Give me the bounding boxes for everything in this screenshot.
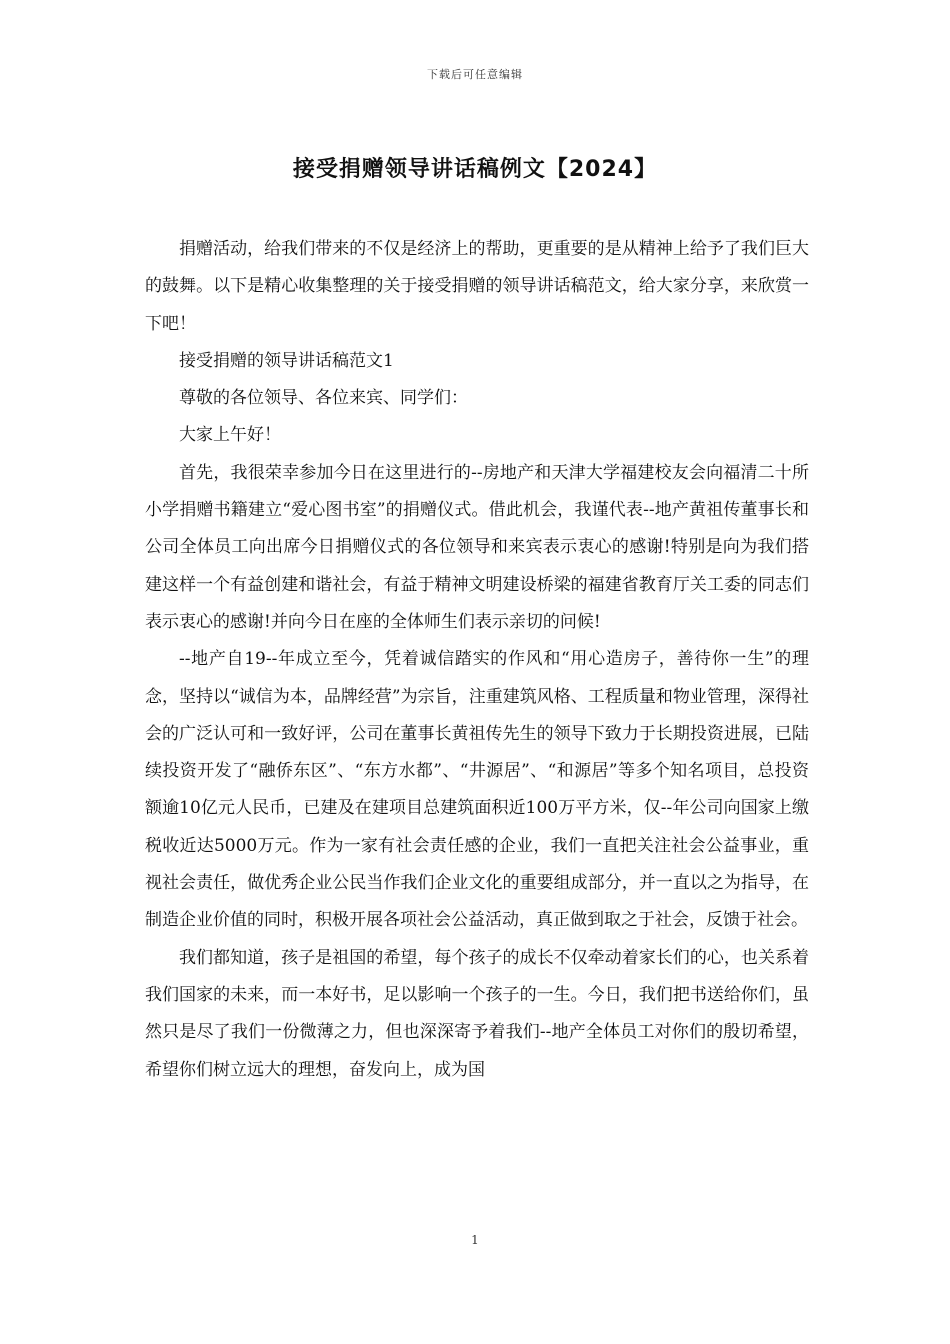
paragraph-section-heading: 接受捐赠的领导讲话稿范文1 xyxy=(179,350,394,371)
page-header-note: 下载后可任意编辑 xyxy=(427,68,523,81)
paragraph-intro: 捐赠活动，给我们带来的不仅是经济上的帮助，更重要的是从精神上给予了我们巨大的鼓舞。以下是精心收集整理的关于接受捐赠的领导讲话稿范文，给大家分享，来欣赏一下吧！ xyxy=(145,239,809,334)
paragraph-thanks: 首先，我很荣幸参加今日在这里进行的--房地产和天津大学福建校友会向福清二十所小学捐赠书籍建立“爱心图书室”的捐赠仪式。借此机会，我谨代表--地产黄祖传董事长和公司全体员工向出席今日捐赠仪式的各位领导和来宾表示衷心的感谢!特别是向为我们搭建这样一个有益创建和谐社会，有益于精神文明建设桥梁的福建省教育厅关工委的同志们表示衷心的感谢!并向今日在座的全体师生们表示亲切的问候! xyxy=(145,462,809,632)
document-title: 接受捐赠领导讲话稿例文【2024】 xyxy=(292,157,658,182)
paragraph-salutation: 尊敬的各位领导、各位来宾、同学们： xyxy=(179,388,468,409)
paragraph-company-intro: --地产自19--年成立至今，凭着诚信踏实的作风和“用心造房子，善待你一生”的理念，坚持以“诚信为本，品牌经营”为宗旨，注重建筑风格、工程质量和物业管理，深得社会的广泛认可和一致好评，公司在董事长黄祖传先生的领导下致力于长期投资进展，已陆续投资开发了“融侨东区”、“东方水都”、“井源居”、“和源居”等多个知名项目，总投资额逾10亿元人民币，已建及在建项目总建筑面积近100万平方米，仅--年公司向国家上缴税收近达5000万元。作为一家有社会责任感的企业，我们一直把关注社会公益事业，重视社会责任，做优秀企业公民当作我们企业文化的重要组成部分，并一直以之为指导，在制造企业价值的同时，积极开展各项社会公益活动，真正做到取之于社会，反馈于社会。 xyxy=(145,649,809,931)
page-number: 1 xyxy=(471,1233,479,1247)
document-body xyxy=(145,231,809,1089)
paragraph-greeting: 大家上午好！ xyxy=(179,425,281,446)
paragraph-children-hope: 我们都知道，孩子是祖国的希望，每个孩子的成长不仅牵动着家长们的心，也关系着我们国家的未来，而一本好书，足以影响一个孩子的一生。今日，我们把书送给你们，虽然只是尽了我们一份微薄之力，但也深深寄予着我们--地产全体员工对你们的殷切希望，希望你们树立远大的理想，奋发向上，成为国 xyxy=(145,947,809,1080)
